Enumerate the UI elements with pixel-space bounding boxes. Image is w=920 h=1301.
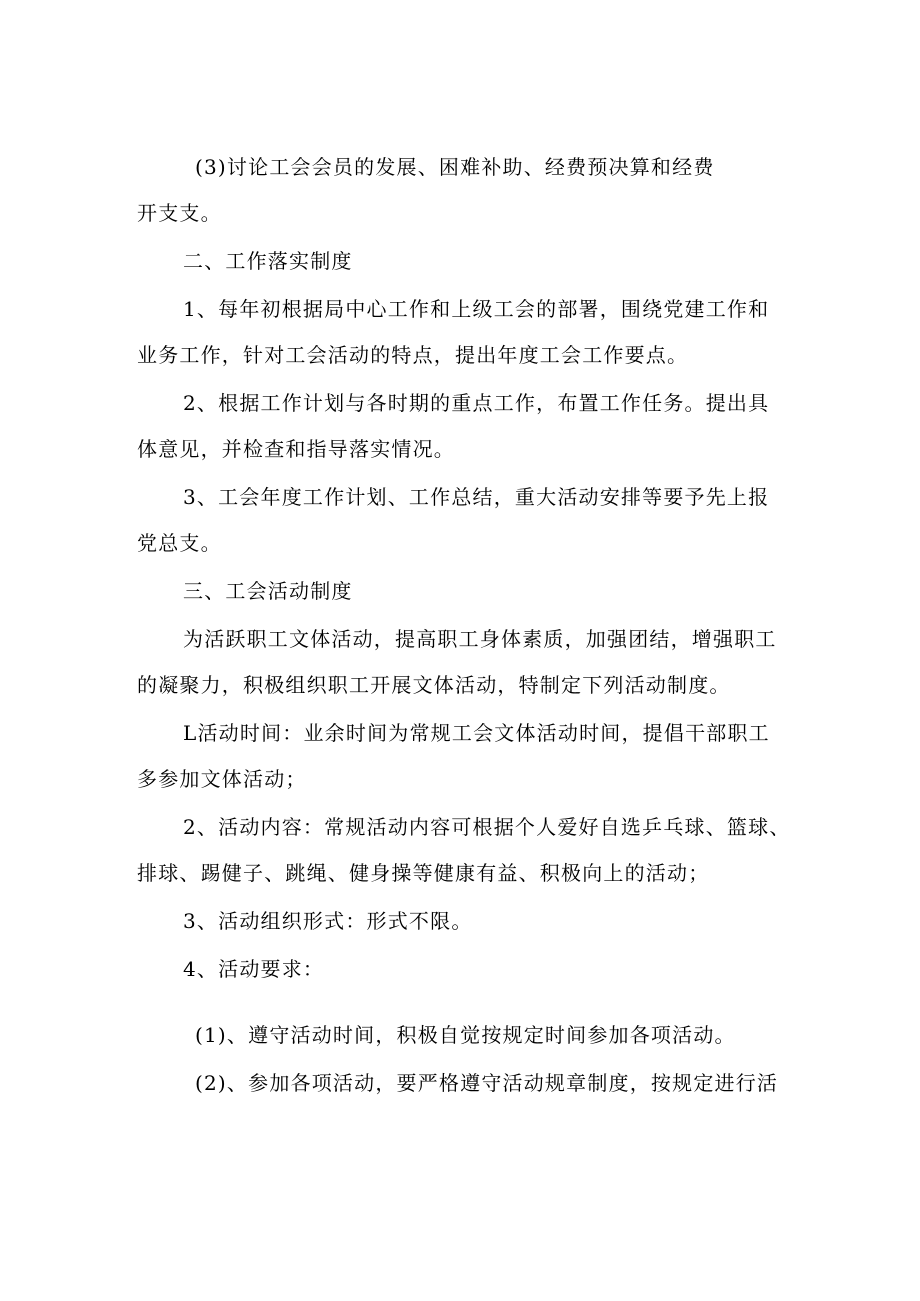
text-line-18: 4、活动要求： bbox=[183, 957, 325, 981]
text-line-1: (3)讨论工会会员的发展、困难补助、经费预决算和经费 bbox=[195, 155, 715, 179]
text-line-16: 排球、踢健子、跳绳、健身操等健康有益、积极向上的活动； bbox=[137, 861, 710, 885]
text-line-8: 3、工会年度工作计划、工作总结，重大活动安排等要予先上报 bbox=[183, 485, 770, 509]
text-line-15: 2、活动内容：常规活动内容可根据个人爱好自选乒乓球、篮球、 bbox=[183, 815, 791, 839]
text-line-19: (1)、遵守活动时间，积极自觉按规定时间参加各项活动。 bbox=[195, 1023, 736, 1047]
text-line-14: 多参加文体活动； bbox=[137, 767, 307, 791]
text-line-7: 体意见，并检查和指导落实情况。 bbox=[137, 437, 455, 461]
text-line-11: 为活跃职工文体活动，提高职工身体素质，加强团结，增强职工 bbox=[183, 627, 777, 651]
text-line-2: 开支支。 bbox=[137, 201, 222, 225]
section-heading-work-implementation: 二、工作落实制度 bbox=[183, 249, 353, 273]
text-line-13: L活动时间：业余时间为常规工会文体活动时间，提倡干部职工 bbox=[183, 721, 770, 745]
text-line-17: 3、活动组织形式：形式不限。 bbox=[183, 909, 473, 933]
section-heading-union-activities: 三、工会活动制度 bbox=[183, 579, 353, 603]
text-line-4: 1、每年初根据局中心工作和上级工会的部署，围绕党建工作和 bbox=[183, 297, 770, 321]
text-line-20: (2)、参加各项活动，要严格遵守活动规章制度，按规定进行活 bbox=[195, 1071, 779, 1095]
text-line-6: 2、根据工作计划与各时期的重点工作，布置工作任务。提出具 bbox=[183, 391, 770, 415]
text-line-9: 党总支。 bbox=[137, 531, 222, 555]
text-line-12: 的凝聚力，积极组织职工开展文体活动，特制定下列活动制度。 bbox=[137, 673, 731, 697]
text-line-5: 业务工作，针对工会活动的特点，提出年度工会工作要点。 bbox=[137, 343, 689, 367]
